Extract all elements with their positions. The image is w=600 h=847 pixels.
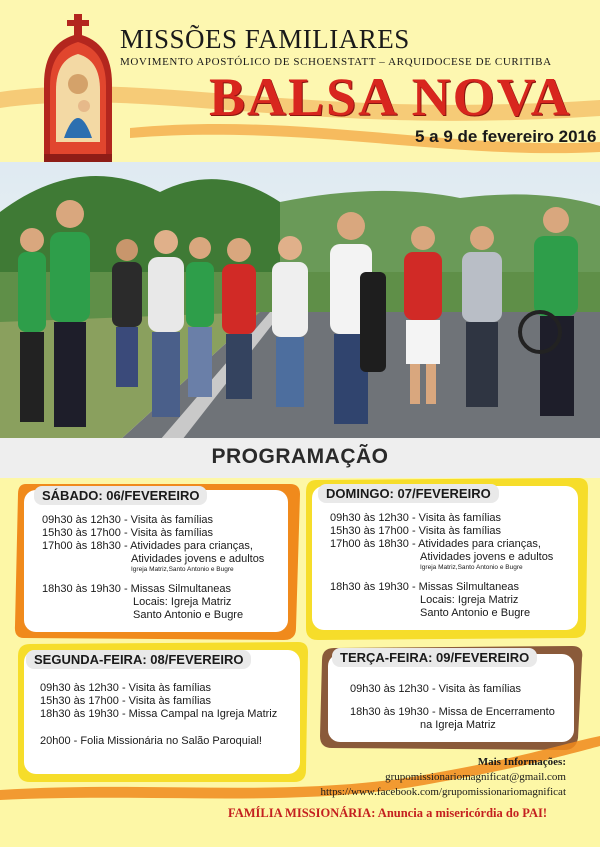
schedule-note: Igreja Matriz,Santo Antonio e Bugre [131,566,234,573]
schedule-line: 18h30 às 19h30 - Missa de Encerramento [350,706,555,718]
day-label: DOMINGO: 07/FEVEREIRO [318,484,499,503]
program-title: PROGRAMAÇÃO [211,445,389,468]
day-label: SEGUNDA-FEIRA: 08/FEVEREIRO [26,650,251,669]
schedule-line: Atividades jovens e adultos [131,553,265,565]
schedule-line: Locais: Igreja Matriz [420,594,519,606]
event-place: BALSA NOVA [209,67,572,127]
event-date: 5 a 9 de fevereiro 2016 [415,127,597,146]
schedule-line: na Igreja Matriz [420,719,496,731]
schedule-line: 20h00 - Folia Missionária no Salão Paroquial! [40,735,262,747]
event-title: MISSÕES FAMILIARES [120,24,410,54]
schedule-line: Locais: Igreja Matriz [133,596,232,608]
schedule-line: 09h30 às 12h30 - Visita às famílias [330,512,502,524]
schedule-line: Santo Antonio e Bugre [420,607,531,619]
facebook-link[interactable]: https://www.facebook.com/grupomissionariomagnificat [320,786,566,798]
day-label: SÁBADO: 06/FEVEREIRO [34,486,207,505]
schedule-line: 15h30 às 17h00 - Visita às famílias [42,527,214,539]
schedule-line: Atividades jovens e adultos [420,551,554,563]
schedule-note: Igreja Matriz,Santo Antonio e Bugre [420,564,523,571]
schedule-line: 09h30 às 12h30 - Visita às famílias [42,514,214,526]
contact-email[interactable]: grupomissionariomagnificat@gmail.com [385,771,566,783]
day-label: TERÇA-FEIRA: 09/FEVEREIRO [332,648,537,667]
schedule-line: 17h00 às 18h30 - Atividades para crianças, [330,538,541,550]
schedule-line: Santo Antonio e Bugre [133,609,244,621]
schedule-line: 09h30 às 12h30 - Visita às famílias [350,683,522,695]
schedule-line: 09h30 às 12h30 - Visita às famílias [40,682,212,694]
slogan: FAMÍLIA MISSIONÁRIA: Anuncia a misericórdia do PAI! [228,806,547,820]
info-label: Mais Informações: [477,756,566,768]
schedule-line: 18h30 às 19h30 - Missas Silmultaneas [42,583,231,595]
schedule-line: 15h30 às 17h00 - Visita às famílias [40,695,212,707]
schedule-line: 18h30 às 19h30 - Missas Silmultaneas [330,581,519,593]
schedule-line: 18h30 às 19h30 - Missa Campal na Igreja Matriz [40,708,278,720]
schedule-line: 17h00 às 18h30 - Atividades para crianças, [42,540,253,552]
schedule-line: 15h30 às 17h00 - Visita às famílias [330,525,502,537]
event-subtitle: MOVIMENTO APOSTÓLICO DE SCHOENSTATT – ARQUIDOCESE DE CURITIBA [120,56,552,68]
